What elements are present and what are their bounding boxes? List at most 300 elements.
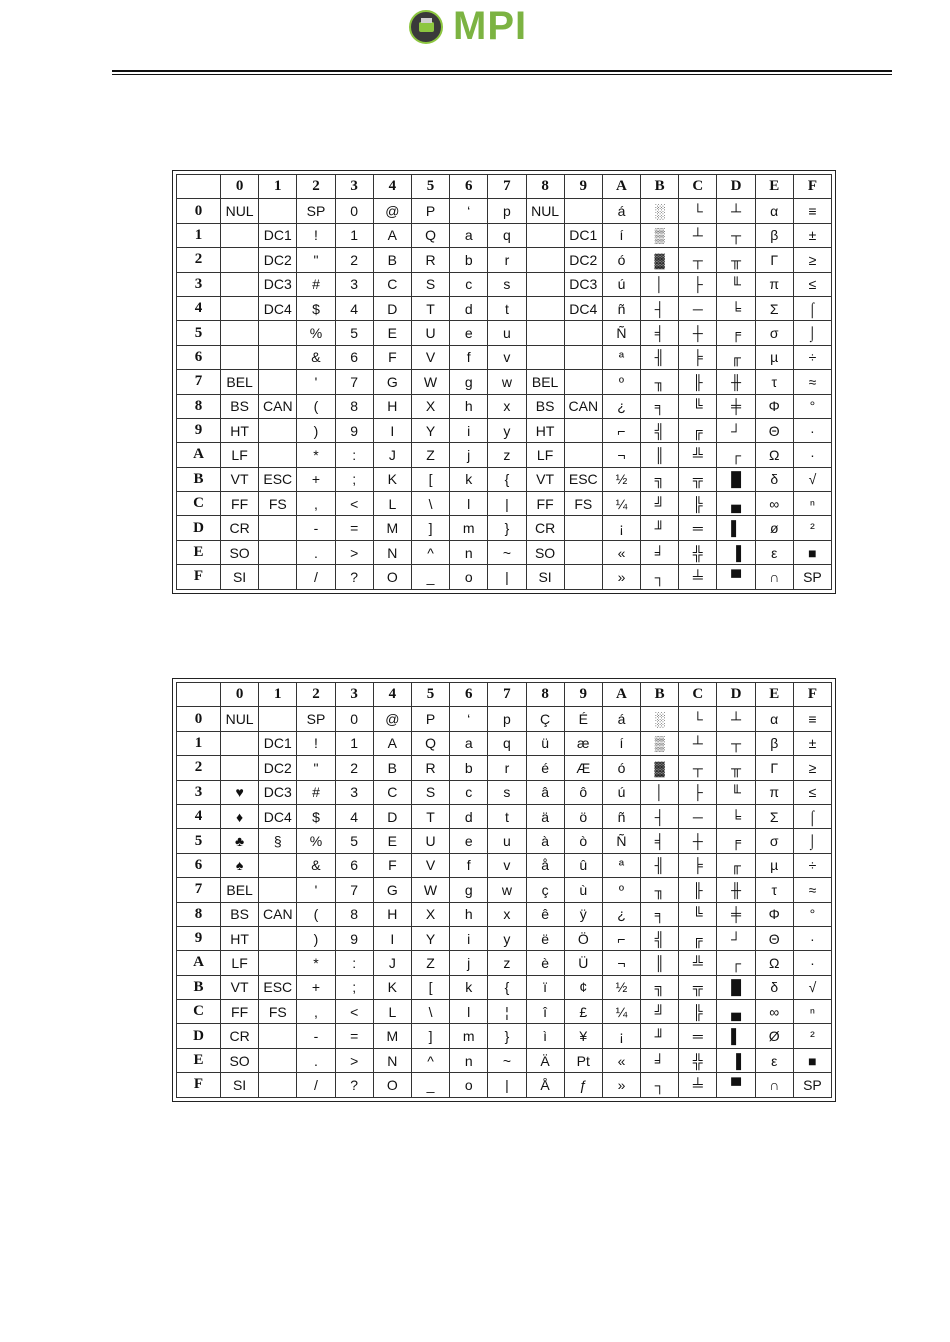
column-header: 3 — [335, 175, 373, 199]
table-row — [177, 902, 832, 926]
char-cell: CAN — [259, 394, 297, 418]
char-cell: ╜ — [641, 516, 679, 540]
header-row — [177, 175, 832, 199]
char-cell: 5 — [335, 321, 373, 345]
char-cell — [259, 926, 297, 950]
char-cell: Q — [411, 223, 449, 247]
char-cell: " — [297, 248, 335, 272]
char-cell: ╥ — [717, 756, 755, 780]
char-cell: ╕ — [641, 394, 679, 418]
char-cell: ) — [297, 926, 335, 950]
char-cell: ▒ — [641, 223, 679, 247]
char-cell — [564, 443, 602, 467]
char-cell — [221, 296, 259, 320]
row-header: C — [177, 1000, 221, 1024]
char-cell: æ — [564, 731, 602, 755]
char-cell: g — [450, 878, 488, 902]
char-cell: O — [373, 565, 411, 589]
char-cell: h — [450, 902, 488, 926]
column-header: C — [679, 175, 717, 199]
char-cell: ~ — [488, 540, 526, 564]
char-cell: à — [526, 829, 564, 853]
char-cell: ┘ — [717, 418, 755, 442]
char-cell: T — [411, 296, 449, 320]
printer-icon — [409, 10, 443, 44]
char-cell: ê — [526, 902, 564, 926]
char-cell — [526, 296, 564, 320]
char-cell: b — [450, 756, 488, 780]
char-cell: ≡ — [793, 199, 831, 223]
char-cell: _ — [411, 565, 449, 589]
char-cell — [564, 516, 602, 540]
char-cell: FS — [259, 1000, 297, 1024]
char-cell: > — [335, 1048, 373, 1072]
char-cell: O — [373, 1073, 411, 1097]
char-cell: ♣ — [221, 829, 259, 853]
code-table — [176, 682, 832, 1098]
char-cell: v — [488, 853, 526, 877]
char-cell: ▌ — [717, 516, 755, 540]
char-cell: Σ — [755, 296, 793, 320]
char-cell: i — [450, 418, 488, 442]
char-cell: ═ — [679, 516, 717, 540]
char-cell: ô — [564, 780, 602, 804]
char-cell: ╞ — [679, 853, 717, 877]
char-cell: k — [450, 975, 488, 999]
row-header: E — [177, 1048, 221, 1072]
char-cell: ╜ — [641, 1024, 679, 1048]
char-cell: W — [411, 370, 449, 394]
column-header: 1 — [259, 683, 297, 707]
row-header: C — [177, 492, 221, 516]
char-cell: ESC — [259, 467, 297, 491]
char-cell: ┬ — [717, 731, 755, 755]
char-cell: w — [488, 370, 526, 394]
char-cell — [259, 540, 297, 564]
char-cell: DC3 — [259, 272, 297, 296]
char-cell — [259, 1048, 297, 1072]
char-cell: + — [297, 975, 335, 999]
char-cell: ∙ — [793, 926, 831, 950]
char-cell — [259, 345, 297, 369]
char-cell: ╖ — [641, 370, 679, 394]
char-cell: ESC — [564, 467, 602, 491]
char-cell: NUL — [526, 199, 564, 223]
char-cell: HT — [221, 418, 259, 442]
table-row — [177, 321, 832, 345]
char-cell: β — [755, 731, 793, 755]
char-cell — [259, 853, 297, 877]
char-cell: DC4 — [259, 296, 297, 320]
char-cell: M — [373, 516, 411, 540]
char-cell: q — [488, 223, 526, 247]
char-cell: ≈ — [793, 370, 831, 394]
character-table-bottom — [172, 678, 836, 1102]
row-header: D — [177, 1024, 221, 1048]
char-cell: [ — [411, 975, 449, 999]
table-row — [177, 248, 832, 272]
column-header: B — [641, 175, 679, 199]
char-cell: : — [335, 443, 373, 467]
column-header: E — [755, 175, 793, 199]
column-header: D — [717, 175, 755, 199]
char-cell: ┐ — [641, 565, 679, 589]
row-header: 9 — [177, 926, 221, 950]
row-header: 3 — [177, 272, 221, 296]
char-cell: ≥ — [793, 756, 831, 780]
char-cell: c — [450, 780, 488, 804]
char-cell: ö — [564, 804, 602, 828]
char-cell: ┴ — [717, 707, 755, 731]
char-cell: ) — [297, 418, 335, 442]
char-cell: ╙ — [717, 272, 755, 296]
char-cell — [221, 345, 259, 369]
table-row — [177, 418, 832, 442]
char-cell: â — [526, 780, 564, 804]
char-cell: % — [297, 829, 335, 853]
char-cell: Ö — [564, 926, 602, 950]
char-cell: ¬ — [602, 443, 640, 467]
char-cell: CR — [526, 516, 564, 540]
row-header: 3 — [177, 780, 221, 804]
char-cell: a — [450, 731, 488, 755]
char-cell: û — [564, 853, 602, 877]
header-rule — [112, 70, 892, 72]
char-cell: . — [297, 1048, 335, 1072]
char-cell: ▄ — [717, 1000, 755, 1024]
char-cell: β — [755, 223, 793, 247]
char-cell — [564, 540, 602, 564]
char-cell: 7 — [335, 370, 373, 394]
char-cell — [259, 565, 297, 589]
char-cell: ┼ — [679, 829, 717, 853]
char-cell: t — [488, 804, 526, 828]
char-cell: ♠ — [221, 853, 259, 877]
table-row — [177, 731, 832, 755]
column-header: 9 — [564, 683, 602, 707]
char-cell: LF — [221, 443, 259, 467]
char-cell: i — [450, 926, 488, 950]
char-cell: o — [450, 1073, 488, 1097]
char-cell: DC2 — [259, 248, 297, 272]
char-cell: ┘ — [717, 926, 755, 950]
char-cell: ç — [526, 878, 564, 902]
char-cell: A — [373, 731, 411, 755]
char-cell: ┬ — [679, 756, 717, 780]
char-cell: % — [297, 321, 335, 345]
char-cell: ─ — [679, 804, 717, 828]
char-cell: ▓ — [641, 248, 679, 272]
char-cell: ª — [602, 853, 640, 877]
char-cell: £ — [564, 1000, 602, 1024]
table-row — [177, 853, 832, 877]
row-header: 7 — [177, 878, 221, 902]
char-cell: ╥ — [717, 248, 755, 272]
char-cell: U — [411, 321, 449, 345]
char-cell: = — [335, 516, 373, 540]
char-cell: ■ — [793, 1048, 831, 1072]
table-row — [177, 951, 832, 975]
char-cell: ± — [793, 731, 831, 755]
char-cell: } — [488, 1024, 526, 1048]
row-header: 1 — [177, 223, 221, 247]
row-header: 6 — [177, 345, 221, 369]
char-cell: ± — [793, 223, 831, 247]
char-cell: SO — [526, 540, 564, 564]
char-cell: ¡ — [602, 516, 640, 540]
column-header: F — [793, 175, 831, 199]
char-cell: DC3 — [259, 780, 297, 804]
char-cell: + — [297, 467, 335, 491]
char-cell — [259, 516, 297, 540]
char-cell: ( — [297, 902, 335, 926]
char-cell: σ — [755, 829, 793, 853]
row-header: 8 — [177, 902, 221, 926]
table-row — [177, 878, 832, 902]
char-cell: ä — [526, 804, 564, 828]
char-cell: ╛ — [641, 1048, 679, 1072]
table-row — [177, 516, 832, 540]
char-cell: ├ — [679, 780, 717, 804]
char-cell: ì — [526, 1024, 564, 1048]
char-cell: ╣ — [641, 418, 679, 442]
char-cell: ∩ — [755, 1073, 793, 1097]
table-row — [177, 1000, 832, 1024]
char-cell: e — [450, 829, 488, 853]
char-cell: J — [373, 443, 411, 467]
char-cell: ≥ — [793, 248, 831, 272]
char-cell: ╒ — [717, 321, 755, 345]
char-cell: E — [373, 321, 411, 345]
char-cell: R — [411, 248, 449, 272]
char-cell: m — [450, 1024, 488, 1048]
char-cell: n — [450, 1048, 488, 1072]
char-cell: ó — [602, 248, 640, 272]
char-cell: BEL — [526, 370, 564, 394]
char-cell: L — [373, 492, 411, 516]
char-cell: ƒ — [564, 1073, 602, 1097]
char-cell: e — [450, 321, 488, 345]
char-cell: B — [373, 248, 411, 272]
char-cell: VT — [221, 467, 259, 491]
char-cell: └ — [679, 707, 717, 731]
char-cell: Ø — [755, 1024, 793, 1048]
row-header: A — [177, 951, 221, 975]
row-header: 1 — [177, 731, 221, 755]
char-cell: ▒ — [641, 731, 679, 755]
char-cell: k — [450, 467, 488, 491]
char-cell: I — [373, 418, 411, 442]
char-cell: q — [488, 731, 526, 755]
column-header: E — [755, 683, 793, 707]
char-cell: FF — [221, 492, 259, 516]
char-cell — [259, 443, 297, 467]
char-cell: ∞ — [755, 1000, 793, 1024]
char-cell: ¥ — [564, 1024, 602, 1048]
char-cell: ╘ — [717, 804, 755, 828]
char-cell: u — [488, 321, 526, 345]
char-cell: ┴ — [679, 223, 717, 247]
char-cell: ╘ — [717, 296, 755, 320]
code-table — [176, 174, 832, 590]
char-cell: CR — [221, 516, 259, 540]
column-header: 7 — [488, 175, 526, 199]
column-header: 3 — [335, 683, 373, 707]
char-cell: G — [373, 878, 411, 902]
char-cell: ─ — [679, 296, 717, 320]
char-cell: G — [373, 370, 411, 394]
char-cell: Y — [411, 418, 449, 442]
char-cell: p — [488, 199, 526, 223]
char-cell: C — [373, 780, 411, 804]
char-cell: ÷ — [793, 853, 831, 877]
char-cell: * — [297, 443, 335, 467]
table-row — [177, 1073, 832, 1097]
char-cell: y — [488, 418, 526, 442]
char-cell: H — [373, 394, 411, 418]
row-header: A — [177, 443, 221, 467]
char-cell: ù — [564, 878, 602, 902]
char-cell: P — [411, 707, 449, 731]
column-header: A — [602, 175, 640, 199]
char-cell: = — [335, 1024, 373, 1048]
char-cell: | — [488, 565, 526, 589]
char-cell: ┤ — [641, 804, 679, 828]
char-cell: ⌠ — [793, 296, 831, 320]
column-header: 0 — [221, 175, 259, 199]
column-header: 6 — [450, 683, 488, 707]
char-cell: Ç — [526, 707, 564, 731]
char-cell: ╧ — [679, 565, 717, 589]
char-cell: u — [488, 829, 526, 853]
char-cell: BEL — [221, 878, 259, 902]
char-cell: ┬ — [679, 248, 717, 272]
char-cell: └ — [679, 199, 717, 223]
column-header: 4 — [373, 683, 411, 707]
char-cell: ⌡ — [793, 321, 831, 345]
header-row — [177, 683, 832, 707]
column-header: 2 — [297, 175, 335, 199]
char-cell: ≡ — [793, 707, 831, 731]
char-cell: Ω — [755, 951, 793, 975]
char-cell: VT — [221, 975, 259, 999]
char-cell: ~ — [488, 1048, 526, 1072]
char-cell: DC1 — [259, 731, 297, 755]
char-cell: " — [297, 756, 335, 780]
char-cell: è — [526, 951, 564, 975]
char-cell: $ — [297, 804, 335, 828]
char-cell: » — [602, 565, 640, 589]
char-cell: │ — [641, 780, 679, 804]
char-cell: SP — [297, 707, 335, 731]
char-cell: r — [488, 248, 526, 272]
char-cell: ╖ — [641, 878, 679, 902]
char-cell: SP — [297, 199, 335, 223]
char-cell: SO — [221, 1048, 259, 1072]
char-cell: Z — [411, 951, 449, 975]
column-header: 1 — [259, 175, 297, 199]
char-cell: BEL — [221, 370, 259, 394]
char-cell: ≤ — [793, 272, 831, 296]
char-cell: ∞ — [755, 492, 793, 516]
char-cell — [221, 731, 259, 755]
char-cell: ; — [335, 975, 373, 999]
char-cell: ┴ — [717, 199, 755, 223]
table-row — [177, 370, 832, 394]
mpi-logo — [409, 4, 559, 48]
char-cell: { — [488, 975, 526, 999]
char-cell — [564, 199, 602, 223]
column-header: F — [793, 683, 831, 707]
char-cell: ╚ — [679, 394, 717, 418]
char-cell: 2 — [335, 756, 373, 780]
column-header: B — [641, 683, 679, 707]
char-cell: ╔ — [679, 926, 717, 950]
char-cell: h — [450, 394, 488, 418]
char-cell: DC4 — [259, 804, 297, 828]
char-cell: ╝ — [641, 1000, 679, 1024]
char-cell: º — [602, 878, 640, 902]
char-cell: º — [602, 370, 640, 394]
char-cell: g — [450, 370, 488, 394]
char-cell: Γ — [755, 248, 793, 272]
char-cell: d — [450, 804, 488, 828]
char-cell: Θ — [755, 418, 793, 442]
char-cell: ² — [793, 516, 831, 540]
char-cell: ┼ — [679, 321, 717, 345]
char-cell: Q — [411, 731, 449, 755]
char-cell: ▐ — [717, 540, 755, 564]
char-cell: j — [450, 951, 488, 975]
char-cell: ¿ — [602, 394, 640, 418]
row-header: 8 — [177, 394, 221, 418]
char-cell: M — [373, 1024, 411, 1048]
char-cell: 3 — [335, 272, 373, 296]
table-row — [177, 345, 832, 369]
char-cell — [221, 756, 259, 780]
table-row — [177, 443, 832, 467]
char-cell: ÷ — [793, 345, 831, 369]
table-row — [177, 223, 832, 247]
column-header: 5 — [411, 683, 449, 707]
char-cell: î — [526, 1000, 564, 1024]
char-cell: 8 — [335, 394, 373, 418]
char-cell: █ — [717, 975, 755, 999]
char-cell: ‘ — [450, 707, 488, 731]
char-cell: É — [564, 707, 602, 731]
char-cell: Y — [411, 926, 449, 950]
char-cell: ¿ — [602, 902, 640, 926]
table-row — [177, 492, 832, 516]
char-cell: x — [488, 902, 526, 926]
char-cell: ╝ — [641, 492, 679, 516]
char-cell: { — [488, 467, 526, 491]
corner-cell — [177, 175, 221, 199]
char-cell: ú — [602, 780, 640, 804]
table-row — [177, 926, 832, 950]
char-cell: ╧ — [679, 1073, 717, 1097]
char-cell: ♥ — [221, 780, 259, 804]
char-cell — [564, 345, 602, 369]
char-cell — [526, 223, 564, 247]
logo-text: MPI — [453, 4, 528, 48]
char-cell: . — [297, 540, 335, 564]
char-cell: ≤ — [793, 780, 831, 804]
char-cell: ¬ — [602, 951, 640, 975]
char-cell: SP — [793, 565, 831, 589]
char-cell: ? — [335, 565, 373, 589]
char-cell: y — [488, 926, 526, 950]
